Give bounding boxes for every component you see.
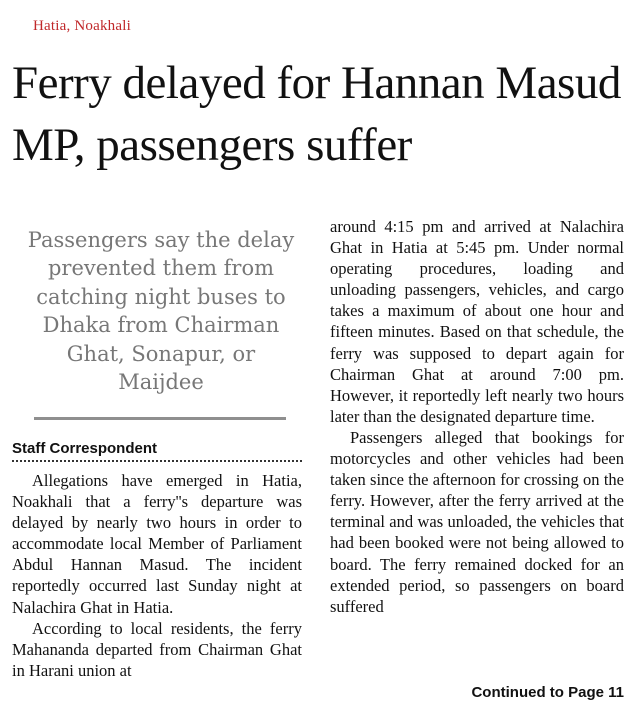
byline: Staff Correspondent	[12, 440, 302, 462]
paragraph: Allegations have emerged in Hatia, Noakhali that a ferry''s departure was delayed by nearly two hours in order to accommodate local Member of Parliament Abdul Hannan Masud. The incident reportedly occurred last Sunday night at Nalachira Ghat in Hatia.	[12, 471, 302, 617]
pull-quote: Passengers say the delay prevented them from catching night buses to Dhaka from Chairman Ghat, Sonapur, or Maijdee	[27, 228, 295, 395]
paragraph: Passengers alleged that bookings for motorcycles and other vehicles had been taken since the afternoon for crossing on the ferry. However, after the ferry arrived at the terminal and was unloaded, the vehicles that had been booked were not being allowed to board. The ferry remained docked for an extended period, so passengers on board suffered	[330, 427, 624, 616]
article-column-2	[330, 216, 624, 617]
continued-note: Continued to Page 11	[471, 684, 624, 701]
headline: Ferry delayed for Hannan Masud MP, passengers suffer	[12, 57, 621, 171]
paragraph: According to local residents, the ferry Mahananda departed from Chairman Ghat in Harani union at	[12, 618, 302, 680]
dateline: Hatia, Noakhali	[33, 18, 131, 34]
pull-quote-rule	[34, 417, 286, 420]
paragraph: around 4:15 pm and arrived at Nalachira Ghat in Hatia at 5:45 pm. Under normal operating procedures, loading and unloading passengers, vehicles, and cargo takes a maximum of about one hour and fifteen minutes. Based on that schedule, the ferry was supposed to depart again for Chairman Ghat at around 7:00 pm. However, it reportedly left nearly two hours later than the designated departure time.	[330, 217, 624, 426]
article-column-1	[12, 470, 302, 681]
